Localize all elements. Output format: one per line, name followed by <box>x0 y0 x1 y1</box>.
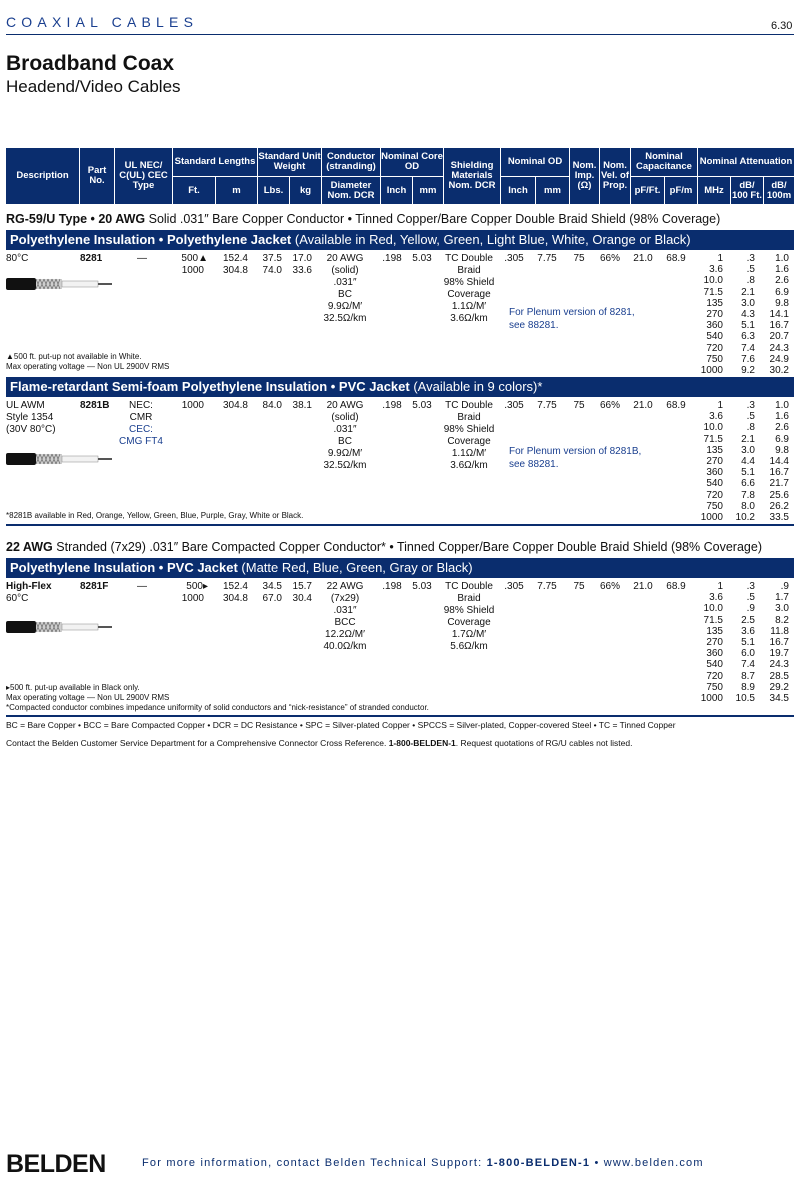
conductor-8281b: 20 AWG (solid) .031″ BC 9.9Ω/M′ 32.5Ω/km <box>323 400 367 471</box>
col-std-lengths: Standard Lengths <box>174 156 256 167</box>
kg-8281f-a: 15.7 <box>292 581 312 592</box>
attenuation-value: 2.5 <box>741 614 755 626</box>
attenuation-value: .9 <box>780 581 789 592</box>
product-bar-8281f <box>6 558 794 578</box>
db-ft-list-8281 <box>725 253 755 376</box>
attenuation-value: 10.0 <box>703 603 723 615</box>
col-core-od: Nominal Core OD <box>381 151 443 172</box>
attenuation-value: 20.7 <box>769 331 789 343</box>
attenuation-value: 3.0 <box>741 297 755 309</box>
attenuation-value: 750 <box>706 500 723 512</box>
attenuation-value: 7.4 <box>741 342 755 354</box>
mhz-list-8281f <box>692 581 723 704</box>
attenuation-value: 10.0 <box>703 275 723 287</box>
attenuation-value: 135 <box>706 625 723 637</box>
lbs-8281f-a: 34.5 <box>262 581 282 592</box>
attenuation-value: 1000 <box>700 365 723 377</box>
type-line-bold: 22 AWG <box>6 540 53 554</box>
attenuation-value: 540 <box>706 331 723 343</box>
attenuation-value: 540 <box>706 659 723 671</box>
attenuation-value: 270 <box>706 309 723 321</box>
col-conductor: Conductor (stranding) <box>326 151 376 172</box>
ft-8281-b: 1000 <box>181 265 204 276</box>
cable-image-8281b <box>6 450 114 468</box>
attenuation-value: 1.6 <box>775 264 789 276</box>
type-line-22awg <box>6 540 762 554</box>
od-inch-8281b: .305 <box>504 400 524 411</box>
ft-8281f-a: 500▸ <box>186 581 208 592</box>
mhz-list-8281 <box>692 253 723 376</box>
core-inch-8281b: .198 <box>382 400 402 411</box>
imp-8281b: 75 <box>573 400 585 411</box>
col-conductor-sub: Diameter Nom. DCR <box>327 179 375 201</box>
attenuation-value: 2.1 <box>741 286 755 298</box>
col-capacitance: Nominal Capacitance <box>636 151 692 172</box>
attenuation-value: 5.1 <box>741 320 755 332</box>
attenuation-value: 1.7 <box>775 592 789 604</box>
attenuation-value: 1 <box>717 253 723 264</box>
attenuation-value: .5 <box>746 592 755 604</box>
col-nom-imp: Nom. Imp. (Ω) <box>572 160 597 191</box>
attenuation-value: 4.3 <box>741 309 755 321</box>
attenuation-value: 34.5 <box>769 693 789 705</box>
attenuation-value: 4.4 <box>741 456 755 468</box>
type-line-text: Solid .031″ Bare Copper Conductor • Tinned Copper/Bare Copper Double Braid Shield (98% Coverage) <box>145 212 721 226</box>
attenuation-value: .8 <box>746 422 755 434</box>
attenuation-value: 71.5 <box>703 614 723 626</box>
attenuation-value: 540 <box>706 478 723 490</box>
col-m: m <box>232 184 241 196</box>
attenuation-value: 28.5 <box>769 670 789 682</box>
bar-title: Flame-retardant Semi-foam Polyethylene Insulation • PVC Jacket <box>10 379 410 394</box>
shield-8281b: TC Double Braid 98% Shield Coverage 1.1Ω/M′ 3.6Ω/km <box>443 400 495 471</box>
kg-8281b: 38.1 <box>292 400 312 411</box>
col-db-100ft: dB/ 100 Ft. <box>731 179 763 201</box>
nec-8281b: NEC: CMR CEC: CMG FT4 <box>119 400 163 447</box>
bar-title: Polyethylene Insulation • PVC Jacket <box>10 560 238 575</box>
attenuation-value: 6.9 <box>775 286 789 298</box>
m-8281f-b: 304.8 <box>222 593 248 604</box>
col-od-mm: mm <box>544 184 561 196</box>
attenuation-value: 7.6 <box>741 353 755 365</box>
bar-title: Polyethylene Insulation • Polyethylene Jacket <box>10 232 292 247</box>
attenuation-value: 1000 <box>700 693 723 705</box>
ft-8281f-b: 1000 <box>181 593 204 604</box>
kg-8281-b: 33.6 <box>292 265 312 276</box>
db-ft-list-8281b <box>725 400 755 523</box>
attenuation-value: 270 <box>706 456 723 468</box>
attenuation-value: 10.2 <box>735 512 755 524</box>
attenuation-value: 3.0 <box>775 603 789 615</box>
attenuation-value: 71.5 <box>703 286 723 298</box>
od-inch-8281: .305 <box>504 253 524 264</box>
col-attenuation: Nominal Attenuation <box>699 156 793 167</box>
attenuation-value: 270 <box>706 637 723 649</box>
attenuation-value: 750 <box>706 353 723 365</box>
attenuation-value: 16.7 <box>769 637 789 649</box>
attenuation-value: 6.9 <box>775 433 789 445</box>
pf-m-8281: 68.9 <box>666 253 686 264</box>
core-mm-8281: 5.03 <box>412 253 432 264</box>
note-8281f-a: ▸500 ft. put-up available in Black only. <box>6 683 140 692</box>
attenuation-value: 11.8 <box>770 625 789 637</box>
attenuation-value: 25.6 <box>769 489 789 501</box>
core-mm-8281f: 5.03 <box>412 581 432 592</box>
lbs-8281-a: 37.5 <box>262 253 282 264</box>
db-m-list-8281 <box>758 253 789 376</box>
attenuation-value: 3.6 <box>741 625 755 637</box>
attenuation-value: 8.9 <box>741 681 755 693</box>
attenuation-value: 8.0 <box>741 500 755 512</box>
col-unit-weight: Standard Unit Weight <box>258 151 321 172</box>
col-core-inch: Inch <box>386 184 407 196</box>
attenuation-value: 10.5 <box>735 693 755 705</box>
attenuation-value: 7.4 <box>741 659 755 671</box>
attenuation-value: 5.1 <box>741 467 755 479</box>
lbs-8281f-b: 67.0 <box>262 593 282 604</box>
m-8281b: 304.8 <box>222 400 248 411</box>
m-8281f-a: 152.4 <box>222 581 248 592</box>
col-mhz: MHz <box>704 184 724 196</box>
attenuation-value: 21.7 <box>769 478 789 490</box>
attenuation-value: 33.5 <box>769 512 789 524</box>
abbreviation-legend: BC = Bare Copper • BCC = Bare Compacted Copper • DCR = DC Resistance • SPC = Silver-plated Copper • SPCCS = Silver-plated, Copper-covered Steel • TC = Tinned Copper <box>6 720 676 730</box>
lbs-8281b: 84.0 <box>262 400 282 411</box>
vel-8281: 66% <box>599 253 620 264</box>
attenuation-value: 1.6 <box>775 411 789 423</box>
od-inch-8281f: .305 <box>504 581 524 592</box>
nec-8281: — <box>137 253 147 264</box>
attenuation-value: 1 <box>717 581 723 592</box>
db-m-list-8281b <box>758 400 789 523</box>
contact-phone: 1-800-BELDEN-1 <box>388 738 456 748</box>
od-mm-8281b: 7.75 <box>537 400 557 411</box>
page-subtitle: Headend/Video Cables <box>6 77 181 96</box>
pf-ft-8281f: 21.0 <box>633 581 653 592</box>
note-8281f-c: *Compacted conductor combines impedance uniformity of solid conductors and “nick-resistance” of stranded conductor. <box>6 703 429 712</box>
section-title: COAXIAL CABLES <box>6 14 199 30</box>
attenuation-value: 9.8 <box>775 444 789 456</box>
attenuation-value: 16.7 <box>769 320 789 332</box>
type-line-text: Stranded (7x29) .031″ Bare Compacted Copper Conductor* • Tinned Copper/Bare Copper Double Braid Shield (98% Coverage) <box>52 540 762 554</box>
ft-8281-a: 500▲ <box>181 253 208 264</box>
od-mm-8281: 7.75 <box>537 253 557 264</box>
col-core-mm: mm <box>419 184 437 196</box>
col-shielding: Shielding Materials Nom. DCR <box>448 160 496 191</box>
db-m-list-8281f <box>758 581 789 704</box>
attenuation-value: .3 <box>746 400 755 411</box>
attenuation-value: .8 <box>746 275 755 287</box>
m-8281-a: 152.4 <box>222 253 248 264</box>
pf-ft-8281: 21.0 <box>633 253 653 264</box>
attenuation-value: 8.2 <box>775 614 789 626</box>
note-8281b: *8281B available in Red, Orange, Yellow, Green, Blue, Purple, Gray, White or Black. <box>6 511 304 520</box>
attenuation-value: 750 <box>706 681 723 693</box>
page-number: 6.30 <box>771 20 793 32</box>
attenuation-value: 19.7 <box>769 648 789 660</box>
col-nom-vel: Nom. Vel. of Prop. <box>601 160 629 191</box>
attenuation-value: 360 <box>706 648 723 660</box>
bar-note: (Matte Red, Blue, Green, Gray or Black) <box>237 560 473 575</box>
attenuation-value: 1 <box>717 400 723 411</box>
attenuation-value: 720 <box>706 489 723 501</box>
attenuation-value: 26.2 <box>769 500 789 512</box>
attenuation-value: 9.2 <box>741 365 755 377</box>
nec-8281f: — <box>137 581 147 592</box>
attenuation-value: 135 <box>706 444 723 456</box>
attenuation-value: 2.6 <box>775 422 789 434</box>
pf-m-8281f: 68.9 <box>666 581 686 592</box>
attenuation-value: 24.3 <box>769 342 789 354</box>
attenuation-value: 720 <box>706 342 723 354</box>
attenuation-value: 24.3 <box>769 659 789 671</box>
ft-8281b: 1000 <box>181 400 204 411</box>
attenuation-value: 14.4 <box>769 456 789 468</box>
col-od-inch: Inch <box>508 184 528 196</box>
attenuation-value: 2.1 <box>741 433 755 445</box>
attenuation-value: 6.3 <box>741 331 755 343</box>
attenuation-value: 29.2 <box>769 681 789 693</box>
bar-note: (Available in Red, Yellow, Green, Light Blue, White, Orange or Black) <box>291 232 691 247</box>
col-pf-ft: pF/Ft. <box>634 184 661 196</box>
attenuation-value: 24.9 <box>769 353 789 365</box>
col-kg: kg <box>299 184 312 196</box>
page-title: Broadband Coax <box>6 52 175 75</box>
table-header <box>6 148 794 204</box>
col-description: Description <box>16 170 69 181</box>
core-mm-8281b: 5.03 <box>412 400 432 411</box>
part-8281b: 8281B <box>80 400 110 411</box>
attenuation-value: 720 <box>706 670 723 682</box>
kg-8281f-b: 30.4 <box>292 593 312 604</box>
product-bar-8281 <box>6 230 794 250</box>
attenuation-value: 3.6 <box>709 592 723 604</box>
attenuation-value: 10.0 <box>703 422 723 434</box>
product-bar-8281b <box>6 377 794 397</box>
col-lbs: Lbs. <box>263 184 284 196</box>
attenuation-value: 1000 <box>700 512 723 524</box>
note-8281-b: Max operating voltage — Non UL 2900V RMS <box>6 362 170 371</box>
desc-8281b: UL AWM Style 1354 (30V 80°C) <box>6 400 56 435</box>
attenuation-value: 9.8 <box>775 297 789 309</box>
note-8281-a: ▲500 ft. put-up not available in White. <box>6 352 142 361</box>
footer-contact: For more information, contact Belden Technical Support: 1-800-BELDEN-1 • www.belden.com <box>142 1157 704 1169</box>
attenuation-value: 3.6 <box>709 264 723 276</box>
desc-8281: 80°C <box>6 253 29 264</box>
attenuation-value: .5 <box>746 264 755 276</box>
cable-image-8281f <box>6 618 114 636</box>
shield-8281: TC Double Braid 98% Shield Coverage 1.1Ω/M′ 3.6Ω/km <box>443 253 495 324</box>
attenuation-value: 2.6 <box>775 275 789 287</box>
header-rule <box>6 34 794 35</box>
db-ft-list-8281f <box>725 581 755 704</box>
bar-note: (Available in 9 colors)* <box>409 379 543 394</box>
col-ft: Ft. <box>188 184 200 196</box>
attenuation-value: 7.8 <box>741 489 755 501</box>
attenuation-value: 3.0 <box>741 444 755 456</box>
attenuation-value: 135 <box>706 297 723 309</box>
attenuation-value: 1.0 <box>775 253 789 264</box>
mhz-list-8281b <box>692 400 723 523</box>
conductor-8281: 20 AWG (solid) .031″ BC 9.9Ω/M′ 32.5Ω/km <box>323 253 367 324</box>
m-8281-b: 304.8 <box>222 265 248 276</box>
type-line-rg59 <box>6 212 720 226</box>
kg-8281-a: 17.0 <box>292 253 312 264</box>
attenuation-value: 1.0 <box>775 400 789 411</box>
imp-8281f: 75 <box>573 581 585 592</box>
core-inch-8281: .198 <box>382 253 402 264</box>
col-db-100m: dB/ 100m <box>766 179 792 201</box>
vel-8281f: 66% <box>599 581 620 592</box>
attenuation-value: .9 <box>746 603 755 615</box>
part-8281f: 8281F <box>80 581 109 592</box>
attenuation-value: 14.1 <box>769 309 789 321</box>
attenuation-value: 5.1 <box>741 637 755 649</box>
attenuation-value: 16.7 <box>769 467 789 479</box>
footer-phone: 1-800-BELDEN-1 <box>486 1157 591 1169</box>
type-line-bold: RG-59/U Type • 20 AWG <box>6 212 146 226</box>
note-8281f-b: Max operating voltage — Non UL 2900V RMS <box>6 693 170 702</box>
footer-url[interactable]: www.belden.com <box>603 1157 704 1169</box>
od-mm-8281f: 7.75 <box>537 581 557 592</box>
cable-image-8281 <box>6 275 114 293</box>
col-nom-od: Nominal OD <box>507 156 563 167</box>
attenuation-value: .3 <box>746 253 755 264</box>
col-ul-nec: UL NEC/ C(UL) CEC Type <box>119 160 168 191</box>
attenuation-value: 360 <box>706 467 723 479</box>
attenuation-value: .3 <box>746 581 755 592</box>
col-part-no: Part No. <box>87 165 107 186</box>
core-inch-8281f: .198 <box>382 581 402 592</box>
attenuation-value: 3.6 <box>709 411 723 423</box>
plenum-note-8281: For Plenum version of 8281, see 88281. <box>509 307 635 331</box>
attenuation-value: 71.5 <box>703 433 723 445</box>
attenuation-value: 30.2 <box>769 365 789 377</box>
vel-8281b: 66% <box>599 400 620 411</box>
col-pf-m: pF/m <box>669 184 693 196</box>
plenum-note-8281b: For Plenum version of 8281B, see 88281. <box>509 446 642 470</box>
pf-m-8281b: 68.9 <box>666 400 686 411</box>
attenuation-value: 6.6 <box>741 478 755 490</box>
pf-ft-8281b: 21.0 <box>633 400 653 411</box>
part-8281: 8281 <box>80 253 103 264</box>
attenuation-value: .5 <box>746 411 755 423</box>
conductor-8281f: 22 AWG (7x29) .031″ BCC 12.2Ω/M′ 40.0Ω/km <box>323 581 367 652</box>
belden-logo: BELDEN <box>6 1150 106 1178</box>
attenuation-value: 8.7 <box>741 670 755 682</box>
desc-8281f: High-Flex 60°C <box>6 581 52 604</box>
divider <box>6 715 794 717</box>
lbs-8281-b: 74.0 <box>262 265 282 276</box>
attenuation-value: 6.0 <box>741 648 755 660</box>
imp-8281: 75 <box>573 253 585 264</box>
contact-note: Contact the Belden Customer Service Department for a Comprehensive Connector Cross Reference. 1-800-BELDEN-1. Request quotations of RG/U cables not listed. <box>6 738 633 748</box>
divider <box>6 524 794 526</box>
shield-8281f: TC Double Braid 98% Shield Coverage 1.7Ω/M′ 5.6Ω/km <box>443 581 495 652</box>
attenuation-value: 360 <box>706 320 723 332</box>
